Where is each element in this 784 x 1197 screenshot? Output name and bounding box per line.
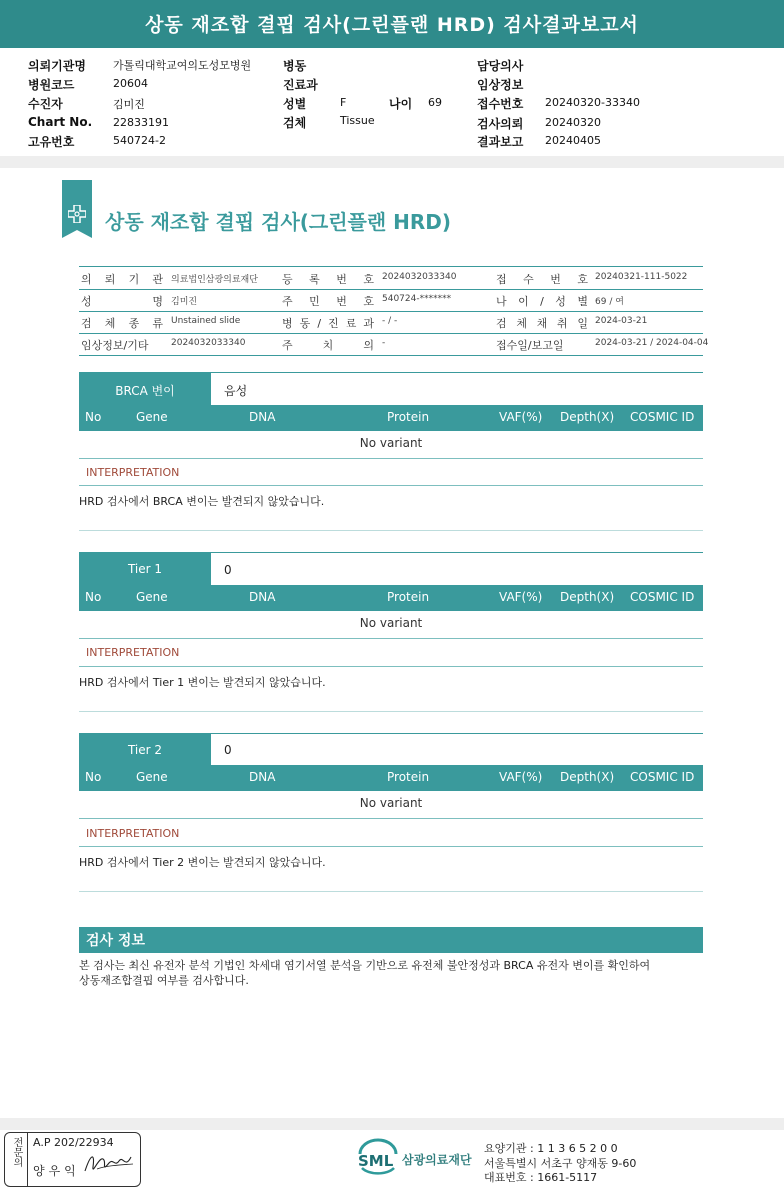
dept-label: 진료과 — [283, 78, 318, 92]
clinical-label: 임상정보 — [477, 78, 524, 92]
info-label: 주 민 번 호 — [282, 295, 374, 308]
org-address: 서울특별시 서초구 양재동 9-60 — [484, 1157, 637, 1170]
row-divider — [79, 458, 703, 459]
signature-stamp — [4, 1132, 141, 1187]
patient-value: 김미진 — [113, 98, 145, 111]
uid-label: 고유번호 — [28, 135, 75, 149]
info-label: 주 치 의 — [282, 339, 374, 352]
tier2-section-label: Tier 2 — [79, 734, 211, 766]
info-value: Unstained slide — [171, 316, 241, 326]
info-row-4 — [79, 333, 709, 356]
info-row-1 — [79, 267, 703, 290]
section-badge — [62, 180, 92, 230]
info-label: 접수일/보고일 — [496, 339, 564, 352]
institution-value: 가톨릭대학교여의도성모병원 — [113, 59, 252, 72]
handwritten-signature-icon — [83, 1149, 135, 1179]
variant-table-header: No Gene DNA Protein VAF(%) Depth(X) COSMIC ID — [79, 765, 703, 791]
test-info-line: 본 검사는 최신 유전자 분석 기법인 차세대 염기서열 분석을 기반으로 유전체 불안정성과 BRCA 유전자 변이를 확인하여 — [79, 959, 651, 972]
attending-label: 담당의사 — [477, 59, 524, 73]
receipt-label: 접수번호 — [477, 97, 524, 111]
section-bottom-border — [79, 711, 703, 712]
hospital-code-value: 20604 — [113, 77, 148, 90]
info-value: - — [382, 338, 386, 348]
variant-table-header: No Gene DNA Protein VAF(%) Depth(X) COSMIC ID — [79, 585, 703, 611]
interpretation-text: HRD 검사에서 Tier 2 변이는 발견되지 않았습니다. — [79, 856, 326, 869]
section-title: 상동 재조합 결핍 검사(그린플랜 HRD) — [105, 210, 452, 234]
report-date-label: 결과보고 — [477, 135, 524, 149]
interpretation-text: HRD 검사에서 BRCA 변이는 발견되지 않았습니다. — [79, 495, 325, 508]
brca-section-label: BRCA 변이 — [79, 373, 211, 405]
interpretation-label: INTERPRETATION — [86, 827, 180, 840]
age-label: 나이 — [389, 97, 413, 111]
info-label: 임상정보/기타 — [81, 339, 149, 352]
org-phone: 대표번호 : 1661-5117 — [484, 1171, 598, 1184]
stamp-name: 양우익 — [33, 1164, 80, 1178]
info-value: 2024-03-21 / 2024-04-04 — [595, 338, 709, 348]
info-value: 20240321-111-5022 — [595, 272, 688, 282]
section-bottom-border — [79, 530, 703, 531]
row-divider — [79, 666, 703, 667]
info-label: 접 수 번 호 — [496, 273, 588, 286]
sex-value: F — [340, 96, 347, 109]
tier1-section-value: 0 — [224, 563, 232, 577]
info-label: 병 동 / 진 료 과 — [282, 317, 374, 330]
company-logo — [356, 1138, 472, 1182]
specimen-label: 검체 — [283, 116, 307, 130]
institution-label: 의뢰기관명 — [28, 59, 86, 73]
tier2-section-value: 0 — [224, 743, 232, 757]
header-separator — [0, 156, 784, 168]
chart-label: Chart No. — [28, 115, 93, 129]
info-label: 검 체 채 취 일 — [496, 317, 588, 330]
uid-value: 540724-2 — [113, 134, 166, 147]
info-value: 의료법인삼광의료재단 — [171, 275, 258, 285]
info-row-2 — [79, 289, 703, 312]
svg-text:SML: SML — [358, 1152, 394, 1170]
brca-section-value: 음성 — [224, 384, 248, 398]
footer-separator — [0, 1118, 784, 1130]
info-value: 김미진 — [171, 297, 198, 307]
info-row-3 — [79, 311, 703, 334]
interpretation-label: INTERPRETATION — [86, 466, 180, 479]
test-info-title: 검사 정보 — [86, 933, 145, 949]
info-label: 나 이 / 성 별 — [496, 295, 588, 308]
stamp-ap-number: A.P 202/22934 — [33, 1136, 114, 1149]
row-divider — [79, 638, 703, 639]
interpretation-label: INTERPRETATION — [86, 646, 180, 659]
info-label: 검 체 종 류 — [81, 317, 163, 330]
logo-text: 삼광의료재단 — [402, 1153, 472, 1167]
test-info-text — [79, 958, 719, 988]
specimen-value: Tissue — [340, 114, 375, 127]
info-value: 2024032033340 — [171, 338, 246, 348]
info-value: 2024032033340 — [382, 272, 457, 282]
plus-cross-icon — [68, 205, 86, 223]
ward-label: 병동 — [283, 59, 307, 73]
age-value: 69 — [428, 96, 442, 109]
info-label: 의 뢰 기 관 — [81, 273, 163, 286]
row-divider — [79, 818, 703, 819]
test-info-line: 상동재조합결핍 여부를 검사합니다. — [79, 974, 249, 987]
interpretation-text: HRD 검사에서 Tier 1 변이는 발견되지 않았습니다. — [79, 676, 326, 689]
receipt-value: 20240320-33340 — [545, 96, 640, 109]
report-title-bar — [0, 0, 784, 48]
variant-table-header: No Gene DNA Protein VAF(%) Depth(X) COSMIC ID — [79, 405, 703, 431]
no-variant-text: No variant — [359, 796, 423, 810]
sex-label: 성별 — [283, 97, 307, 111]
info-value: 69 / 여 — [595, 297, 624, 307]
patient-label: 수진자 — [28, 97, 63, 111]
info-label: 등 록 번 호 — [282, 273, 374, 286]
chart-value: 22833191 — [113, 116, 169, 129]
row-divider — [79, 485, 703, 486]
info-value: 540724-******* — [382, 294, 452, 304]
stamp-label: 전문의 — [5, 1133, 28, 1186]
test-info-header — [79, 927, 703, 953]
row-divider — [79, 846, 703, 847]
tier1-section-label: Tier 1 — [79, 553, 211, 585]
sml-logo-icon — [356, 1138, 400, 1178]
hospital-code-label: 병원코드 — [28, 78, 75, 92]
info-value: - / - — [382, 316, 398, 326]
report-date-value: 20240405 — [545, 134, 601, 147]
info-label: 성 명 — [81, 295, 163, 308]
request-value: 20240320 — [545, 116, 601, 129]
info-value: 2024-03-21 — [595, 316, 648, 326]
org-code: 요양기관 : 1 1 3 6 5 2 0 0 — [484, 1142, 618, 1155]
request-label: 검사의뢰 — [477, 117, 524, 131]
report-title: 상동 재조합 결핍 검사(그린플랜 HRD) 검사결과보고서 — [145, 14, 639, 36]
section-bottom-border — [79, 891, 703, 892]
no-variant-text: No variant — [359, 616, 423, 630]
no-variant-text: No variant — [359, 436, 423, 450]
